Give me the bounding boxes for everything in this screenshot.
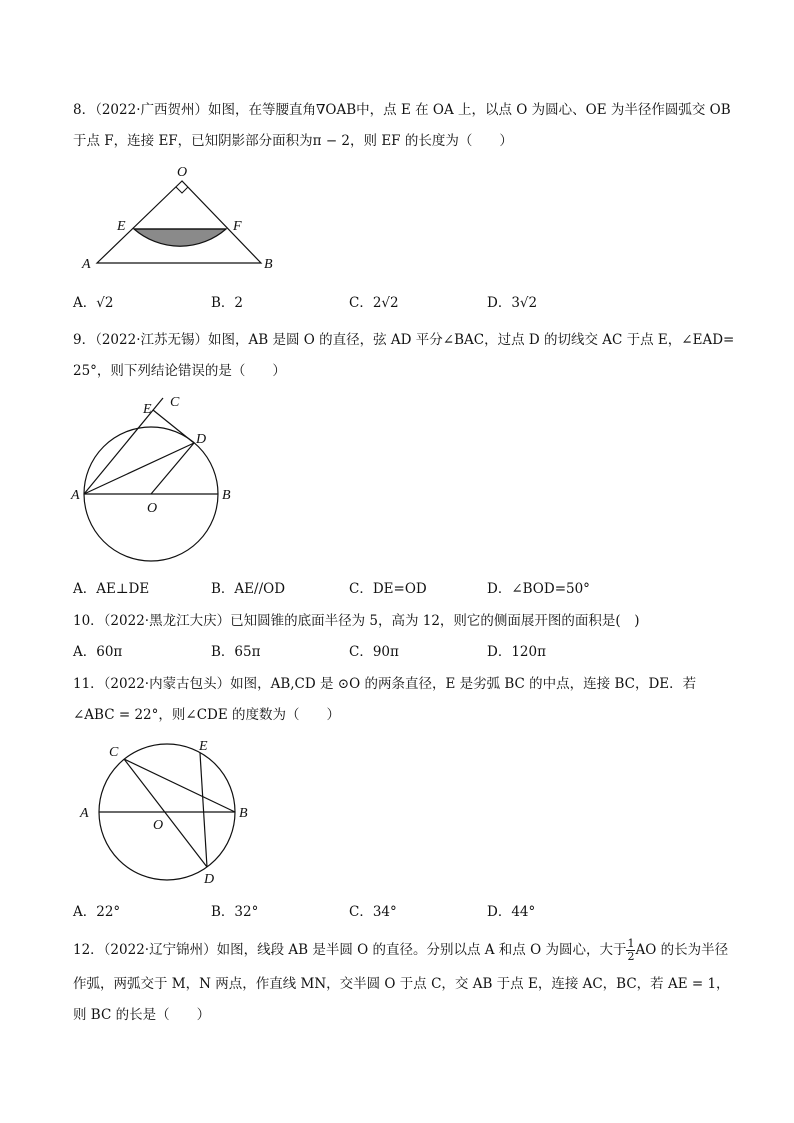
q10-option-b[interactable]: B．65π (211, 644, 261, 660)
q11-stem-line2: ∠ABC = 22°，则∠CDE 的度数为（ ） (73, 707, 340, 723)
q9-label-o: O (147, 501, 158, 516)
q11-stem-line1: 11．（2022·内蒙古包头）如图，AB,CD 是 ⊙O 的两条直径，E 是劣弧 BC 的中点，连接 BC，DE．若 (73, 676, 697, 692)
q8-label-e: E (117, 219, 126, 234)
q8-label-f: F (233, 219, 242, 234)
q11-label-o: O (153, 818, 164, 833)
q9-label-d: D (196, 432, 207, 447)
q11-label-a: A (80, 806, 89, 821)
q11-chord-de (200, 753, 207, 867)
q8-label-b: B (264, 257, 273, 272)
q8-label-o: O (177, 165, 188, 180)
q11-label-c: C (109, 745, 119, 760)
q9-label-b: B (222, 488, 231, 503)
q11-diameter-cd (124, 759, 207, 867)
q9-label-a: A (71, 488, 80, 503)
q12-stem-line1-start: 12．（2022·辽宁锦州）如图，线段 AB 是半圆 O 的直径。分别以点 A 和点 O 为圆心，大于 (73, 942, 627, 958)
q8-stem-line2: 于点 F，连接 EF，已知阴影部分面积为π − 2，则 EF 的长度为（ ） (73, 133, 513, 149)
q9-option-c[interactable]: C．DE=OD (349, 581, 427, 597)
q9-option-a[interactable]: A．AE⊥DE (73, 581, 150, 597)
q8-option-a[interactable]: A．√2 (73, 295, 114, 311)
q11-option-c[interactable]: C．34° (349, 904, 397, 920)
q12-stem-line2: 作弧，两弧交于 M，N 两点，作直线 MN，交半圆 O 于点 C，交 AB 于点 E，连接 AC，BC，若 AE = 1， (73, 976, 730, 992)
q9-label-e: E (143, 402, 152, 417)
q11-label-e: E (199, 739, 208, 754)
q8-label-a: A (82, 257, 91, 272)
q12-fraction-numerator: 1 (627, 937, 635, 950)
q9-label-c: C (170, 395, 180, 410)
q12-fraction-denominator: 2 (627, 950, 635, 963)
q10-option-a[interactable]: A．60π (73, 644, 123, 660)
q8-option-c[interactable]: C．2√2 (349, 295, 399, 311)
q8-stem-line1: 8．（2022·广西贺州）如图，在等腰直角∇OAB中，点 E 在 OA 上，以点 O 为圆心、OE 为半径作圆弧交 OB (73, 102, 731, 118)
q12-stem-line1-end: AO 的长为半径 (635, 942, 729, 958)
q9-option-b[interactable]: B．AE//OD (211, 581, 286, 597)
q10-option-d[interactable]: D．120π (487, 644, 546, 660)
q9-stem-line1: 9．（2022·江苏无锡）如图，AB 是圆 O 的直径，弦 AD 平分∠BAC，过点 D 的切线交 AC 于点 E，∠EAD= (73, 332, 735, 348)
q8-option-b[interactable]: B．2 (211, 295, 244, 311)
q11-option-d[interactable]: D．44° (487, 904, 536, 920)
q10-stem-line1: 10．（2022·黑龙江大庆）已知圆锥的底面半径为 5，高为 12，则它的侧面展开图的面积是( ) (73, 613, 640, 629)
q12-stem-line3: 则 BC 的长是（ ） (73, 1007, 211, 1023)
q8-option-d[interactable]: D．3√2 (487, 295, 538, 311)
q9-stem-line2: 25°，则下列结论错误的是（ ） (73, 363, 286, 379)
q12-stem-line1 (73, 938, 728, 963)
q11-option-b[interactable]: B．32° (211, 904, 259, 920)
q11-label-b: B (239, 806, 248, 821)
q10-option-c[interactable]: C．90π (349, 644, 399, 660)
q11-label-d: D (204, 872, 215, 887)
q9-option-d[interactable]: D．∠BOD=50° (487, 581, 590, 597)
q11-option-a[interactable]: A．22° (73, 904, 121, 920)
